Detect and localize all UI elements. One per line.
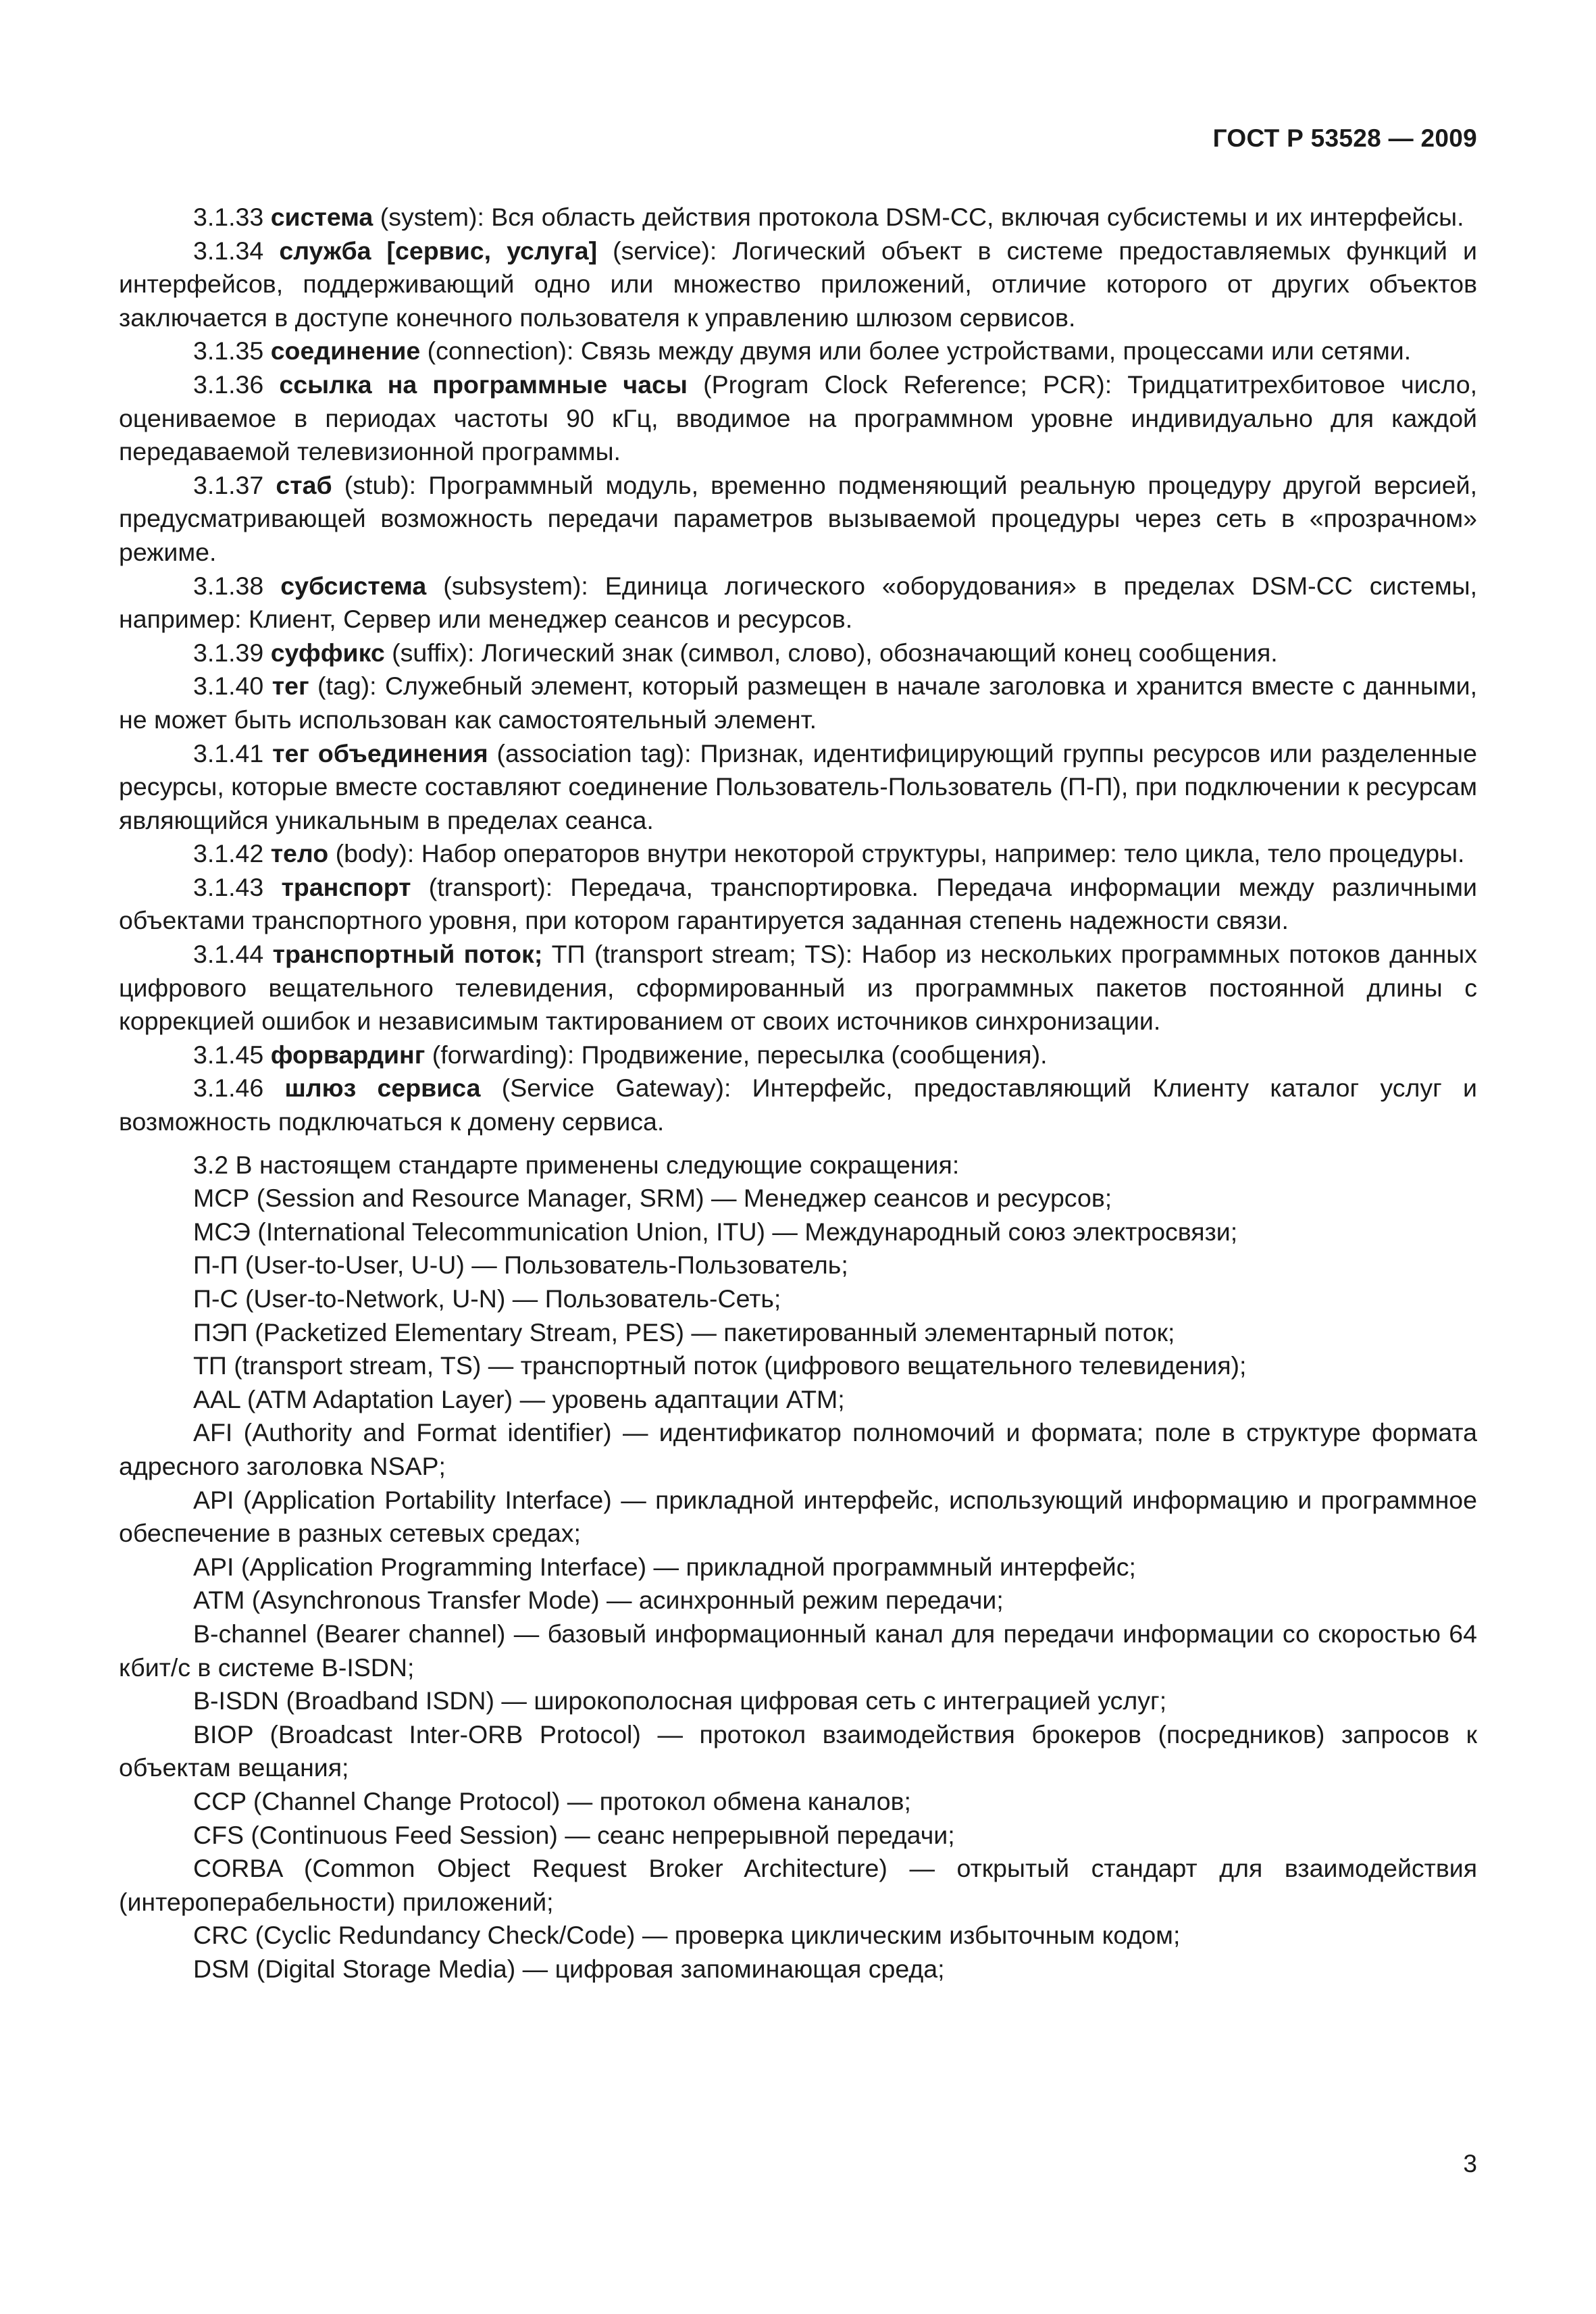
definition-text: (connection): Связь между двумя или более устройствами, процессами или сетями. [420, 336, 1412, 366]
definition-term: тег объединения [272, 738, 488, 768]
definition-item [119, 871, 1477, 938]
abbreviation-item: МСЭ (International Telecommunication Union, ITU) — Международный союз электросвязи; [193, 1217, 1238, 1246]
definition-text: (forwarding): Продвижение, пересылка (сообщения). [425, 1040, 1048, 1069]
definition-text: (stub): Программный модуль, временно подменяющий реальную процедуру другой версией, предусматривающей возможность передачи параметров вызываемой процедуры через сеть в «прозрачном» режиме. [119, 470, 1477, 566]
definition-number: 3.1.42 [193, 839, 264, 868]
definition-term: тело [270, 839, 329, 868]
page-number: 3 [1463, 2150, 1477, 2178]
definition-term: соединение [270, 336, 421, 366]
definition-term: субсистема [280, 571, 427, 600]
definition-number: 3.1.35 [193, 336, 264, 366]
definition-term: тег [272, 672, 309, 701]
abbreviation-item: B-channel (Bearer channel) — базовый информационный канал для передачи информации со скоростью 64 кбит/с в системе B-ISDN; [119, 1619, 1477, 1682]
definition-text: (transport): Передача, транспортировка. Передача информации между различными объектами транспортного уровня, при котором гарантируется заданная степень надежности связи. [119, 872, 1477, 935]
definition-number: 3.1.36 [193, 370, 264, 399]
definition-number: 3.1.41 [193, 738, 264, 768]
abbreviation-item: DSM (Digital Storage Media) — цифровая запоминающая среда; [193, 1954, 945, 1983]
definition-number: 3.1.34 [193, 236, 264, 265]
abbreviation-item: BIOP (Broadcast Inter-ORB Protocol) — протокол взаимодействия брокеров (посредников) запросов к объектам вещания; [119, 1719, 1477, 1782]
abbreviation-item: ТП (transport stream, TS) — транспортный поток (цифрового вещательного телевидения); [193, 1351, 1247, 1380]
definition-text: (suffix): Логический знак (символ, слово), обозначающий конец сообщения. [384, 638, 1278, 667]
abbreviation-item: AAL (ATM Adaptation Layer) — уровень адаптации ATM; [193, 1384, 845, 1413]
definition-text: (tag): Служебный элемент, который размещен в начале заголовка и хранится вместе с данными, не может быть использован как самостоятельный элемент. [119, 672, 1478, 734]
abbreviation-item: B-ISDN (Broadband ISDN) — широкополосная цифровая сеть с интеграцией услуг; [193, 1686, 1167, 1715]
abbreviations-intro: 3.2 В настоящем стандарте применены следующие сокращения: [193, 1150, 960, 1179]
definition-number: 3.1.43 [193, 872, 264, 901]
definition-text: (body): Набор операторов внутри некоторой структуры, например: тело цикла, тело процедуры. [328, 839, 1465, 868]
abbreviation-item: API (Application Portability Interface) — прикладной интерфейс, использующий информацию и программное обеспечение в разных сетевых средах; [119, 1485, 1477, 1548]
definition-term: служба [сервис, услуга] [279, 236, 598, 265]
definition-term: форвардинг [270, 1040, 426, 1069]
abbreviation-item: CFS (Continuous Feed Session) — сеанс непрерывной передачи; [193, 1820, 955, 1849]
definition-term: система [270, 203, 374, 231]
definition-number: 3.1.39 [193, 638, 264, 667]
definition-item [119, 670, 1477, 736]
definition-text: (service): Логический объект в системе предоставляемых функций и интерфейсов, поддерживающий одно или множество приложений, отличие которого от других объектов заключается в доступе конечного пользователя к управлению шлюзом сервисов. [119, 236, 1477, 332]
definition-term: стаб [276, 470, 332, 499]
definition-item [119, 234, 1477, 335]
abbreviations-list [119, 1182, 1477, 1986]
definition-number: 3.1.44 [193, 940, 264, 969]
definition-item [119, 201, 1477, 234]
definition-item [119, 368, 1477, 469]
definition-item [119, 636, 1477, 670]
abbreviation-item: МСР (Session and Resource Manager, SRM) — Менеджер сеансов и ресурсов; [193, 1184, 1112, 1213]
definition-text: (Program Clock Reference; PCR): Тридцатитрехбитовое число, оцениваемое в периодах частоты 90 кГц, вводимое на программном уровне индивидуально для каждой передаваемой телевизионной программы. [119, 370, 1477, 466]
definition-item [119, 837, 1477, 871]
definition-item [119, 469, 1477, 570]
abbreviation-item: ПЭП (Packetized Elementary Stream, PES) — пакетированный элементарный поток; [193, 1317, 1175, 1347]
definition-number: 3.1.46 [193, 1074, 264, 1103]
definition-item [119, 737, 1477, 838]
abbreviation-item: ATM (Asynchronous Transfer Mode) — асинхронный режим передачи; [193, 1586, 1004, 1615]
definition-number: 3.1.37 [193, 470, 264, 499]
definition-item [119, 938, 1477, 1038]
definition-item [119, 334, 1477, 368]
definition-text: (Service Gateway): Интерфейс, предоставляющий Клиенту каталог услуг и возможность подключаться к домену сервиса. [119, 1074, 1478, 1136]
abbreviation-item: П-П (User-to-User, U-U) — Пользователь-Пользователь; [193, 1251, 848, 1280]
definition-text: (subsystem): Единица логического «оборудования» в пределах DSM-CC системы, например: Клиент, Сервер или менеджер сеансов и ресурсов. [119, 571, 1477, 634]
definition-number: 3.1.40 [193, 672, 264, 701]
definition-term: ссылка на программные часы [279, 370, 688, 399]
definition-term: шлюз сервиса [284, 1074, 481, 1103]
abbreviations-section [119, 1149, 1477, 1986]
definition-term: транспортный поток; [272, 940, 543, 969]
definition-number: 3.1.45 [193, 1040, 264, 1069]
abbreviation-item: CORBA (Common Object Request Broker Architecture) — открытый стандарт для взаимодействия (интероперабельности) приложений; [119, 1854, 1477, 1916]
document-header-standard: ГОСТ Р 53528 — 2009 [1212, 124, 1477, 152]
definition-text: (association tag): Признак, идентифицирующий группы ресурсов или разделенные ресурсы, которые вместе составляют соединение Пользователь-Пользователь (П-П), при подключении к ресурсам являющийся уникальным в пределах сеанса. [119, 738, 1477, 834]
definition-number: 3.1.38 [193, 571, 264, 600]
definition-item [119, 570, 1477, 636]
definition-text: ТП (transport stream; TS): Набор из нескольких программных потоков данных цифрового вещательного телевидения, сформированный из программных пакетов постоянной длины с коррекцией ошибок и независимым тактированием от своих источников синхронизации. [119, 940, 1477, 1036]
definition-item [119, 1072, 1477, 1138]
definitions-list [119, 201, 1477, 1139]
definition-term: суффикс [270, 638, 385, 667]
definition-text: (system): Вся область действия протокола DSM-CC, включая субсистемы и их интерфейсы. [373, 203, 1464, 231]
abbreviation-item: П-С (User-to-Network, U-N) — Пользователь-Сеть; [193, 1284, 781, 1313]
abbreviation-item: CRC (Cyclic Redundancy Check/Code) — проверка циклическим избыточным кодом; [193, 1921, 1181, 1950]
definition-item [119, 1038, 1477, 1072]
document-body [119, 201, 1477, 1986]
abbreviation-item: CCP (Channel Change Protocol) — протокол обмена каналов; [193, 1786, 911, 1815]
abbreviation-item: AFI (Authority and Format identifier) — идентификатор полномочий и формата; поле в структуре формата адресного заголовка NSAP; [119, 1418, 1477, 1480]
definition-number: 3.1.33 [193, 203, 264, 231]
definition-term: транспорт [281, 872, 411, 901]
abbreviation-item: API (Application Programming Interface) — прикладной программный интерфейс; [193, 1552, 1136, 1581]
